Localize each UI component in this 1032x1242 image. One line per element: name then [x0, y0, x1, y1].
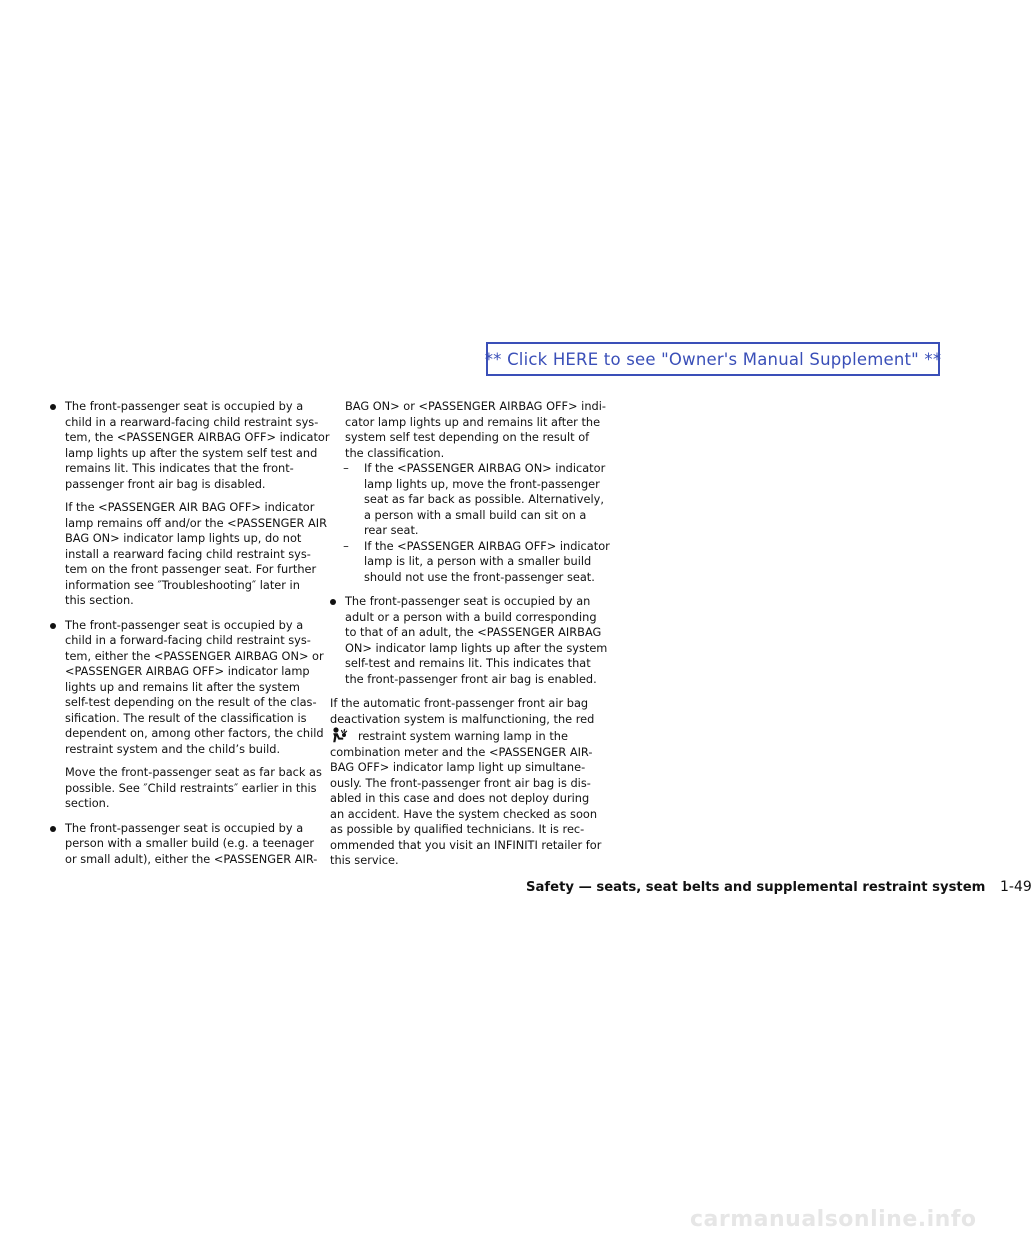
- text-line: section.: [65, 796, 110, 810]
- text-line: BAG ON> or <PASSENGER AIRBAG OFF> indi-: [345, 399, 606, 413]
- bullet-smaller-build-person: [50, 820, 318, 868]
- text-line: or small adult), either the <PASSENGER AIR-: [65, 851, 318, 866]
- bullet-forward-child-seat: [50, 617, 324, 758]
- bullet-continuation: [330, 399, 606, 461]
- text-line: abled in this case and does not deploy during: [330, 791, 590, 805]
- text-line: The front-passenger seat is occupied by a: [65, 399, 304, 413]
- text-line: combination meter and the <PASSENGER AIR-: [330, 744, 593, 759]
- left-column: [50, 399, 330, 867]
- bullet-rearward-child-seat: [50, 399, 330, 492]
- text-line: sification. The result of the classification is: [65, 710, 307, 725]
- text-line: an accident. Have the system checked as soon: [330, 806, 598, 821]
- text-line: The front-passenger seat is occupied by a: [65, 820, 304, 835]
- text-line: install a rearward facing child restraint sys-: [65, 546, 311, 561]
- text-line: rear seat.: [364, 523, 419, 537]
- text-line: this service.: [330, 853, 399, 867]
- text-line-fragment: restraint system warning lamp in the: [358, 729, 568, 743]
- text-line: lamp lights up after the system self test and: [65, 445, 318, 460]
- text-line: If the automatic front-passenger front air bag: [330, 696, 589, 710]
- bullet-dot: [50, 623, 56, 629]
- text-line: lights up and remains lit after the system: [65, 679, 300, 694]
- dash-marker: –: [343, 461, 349, 475]
- text-line: lamp is lit, a person with a smaller build: [364, 554, 592, 568]
- text-line: ommended that you visit an INFINITI retailer for: [330, 837, 602, 852]
- section-title: Safety — seats, seat belts and supplemental restraint system: [526, 880, 986, 895]
- paragraph-move-seat-back: [50, 765, 322, 812]
- text-line: passenger front air bag is disabled.: [65, 476, 266, 491]
- dash-marker: –: [343, 538, 349, 553]
- bullet-dot: [50, 404, 56, 410]
- page-footer: [526, 879, 1032, 895]
- text-line: remains lit. This indicates that the front-: [65, 461, 294, 475]
- paragraph-malfunction: [330, 696, 602, 869]
- text-line: self-test depending on the result of the clas-: [65, 695, 317, 709]
- text-line: child in a forward-facing child restraint sys-: [65, 633, 311, 647]
- text-line: information see ″Troubleshooting″ later in: [65, 577, 300, 592]
- text-line: a person with a small build can sit on a: [364, 507, 587, 522]
- text-line: lamp remains off and/or the <PASSENGER AIR: [65, 515, 328, 530]
- text-line: BAG ON> indicator lamp lights up, do not: [65, 531, 302, 545]
- text-line: ously. The front-passenger front air bag is dis-: [330, 775, 591, 790]
- dash-item-airbag-on: [336, 461, 606, 539]
- bullet-dot: [50, 826, 56, 832]
- bullet-adult-occupant: [330, 594, 608, 687]
- text-line: this section.: [65, 593, 134, 607]
- text-line: BAG OFF> indicator lamp light up simultane-: [330, 760, 586, 774]
- text-line: ON> indicator lamp lights up after the system: [345, 640, 608, 655]
- text-line: seat as far back as possible. Alternatively,: [364, 492, 604, 506]
- text-line: as possible by qualified technicians. It is rec-: [330, 822, 585, 836]
- bullet-dot: [330, 599, 336, 605]
- text-line: [330, 727, 602, 745]
- owners-manual-supplement-link[interactable]: ** Click HERE to see "Owner's Manual Supplement" **: [486, 342, 940, 376]
- text-line: If the <PASSENGER AIRBAG OFF> indicator: [364, 538, 610, 553]
- text-line: The front-passenger seat is occupied by an: [345, 594, 591, 608]
- text-line: dependent on, among other factors, the child: [65, 726, 324, 740]
- text-line: person with a smaller build (e.g. a teenager: [65, 836, 315, 850]
- watermark: carmanualsonline.info: [690, 1207, 977, 1232]
- text-line: self-test and remains lit. This indicates that: [345, 656, 591, 670]
- text-line: cator lamp lights up and remains lit after the: [345, 414, 601, 429]
- text-line: should not use the front-passenger seat.: [364, 569, 595, 584]
- page-number: 1-49: [1000, 879, 1032, 895]
- text-line: the front-passenger front air bag is enabled.: [345, 671, 597, 686]
- text-line: the classification.: [345, 445, 445, 460]
- text-line: possible. See ″Child restraints″ earlier in this: [65, 780, 317, 795]
- text-line: to that of an adult, the <PASSENGER AIRBAG: [345, 625, 602, 639]
- airbag-warning-icon: [330, 727, 348, 743]
- paragraph-troubleshooting-note: [50, 500, 328, 609]
- text-line: The front-passenger seat is occupied by a: [65, 617, 304, 632]
- text-line: deactivation system is malfunctioning, the red: [330, 711, 595, 726]
- text-line: adult or a person with a build corresponding: [345, 609, 597, 624]
- text-line: Move the front-passenger seat as far back as: [65, 765, 322, 779]
- text-line: child in a rearward-facing child restraint sys-: [65, 414, 319, 429]
- text-line: <PASSENGER AIRBAG OFF> indicator lamp: [65, 664, 310, 678]
- text-line: tem, either the <PASSENGER AIRBAG ON> or: [65, 648, 324, 663]
- text-line: tem, the <PASSENGER AIRBAG OFF> indicator: [65, 430, 330, 444]
- dash-item-airbag-off: [336, 538, 610, 586]
- text-line: system self test depending on the result of: [345, 430, 590, 444]
- right-column: [330, 399, 610, 869]
- text-line: If the <PASSENGER AIRBAG ON> indicator: [364, 461, 606, 475]
- text-line: If the <PASSENGER AIR BAG OFF> indicator: [65, 500, 315, 514]
- text-line: lamp lights up, move the front-passenger: [364, 476, 600, 491]
- text-line: tem on the front passenger seat. For further: [65, 562, 317, 576]
- text-line: restraint system and the child’s build.: [65, 741, 281, 756]
